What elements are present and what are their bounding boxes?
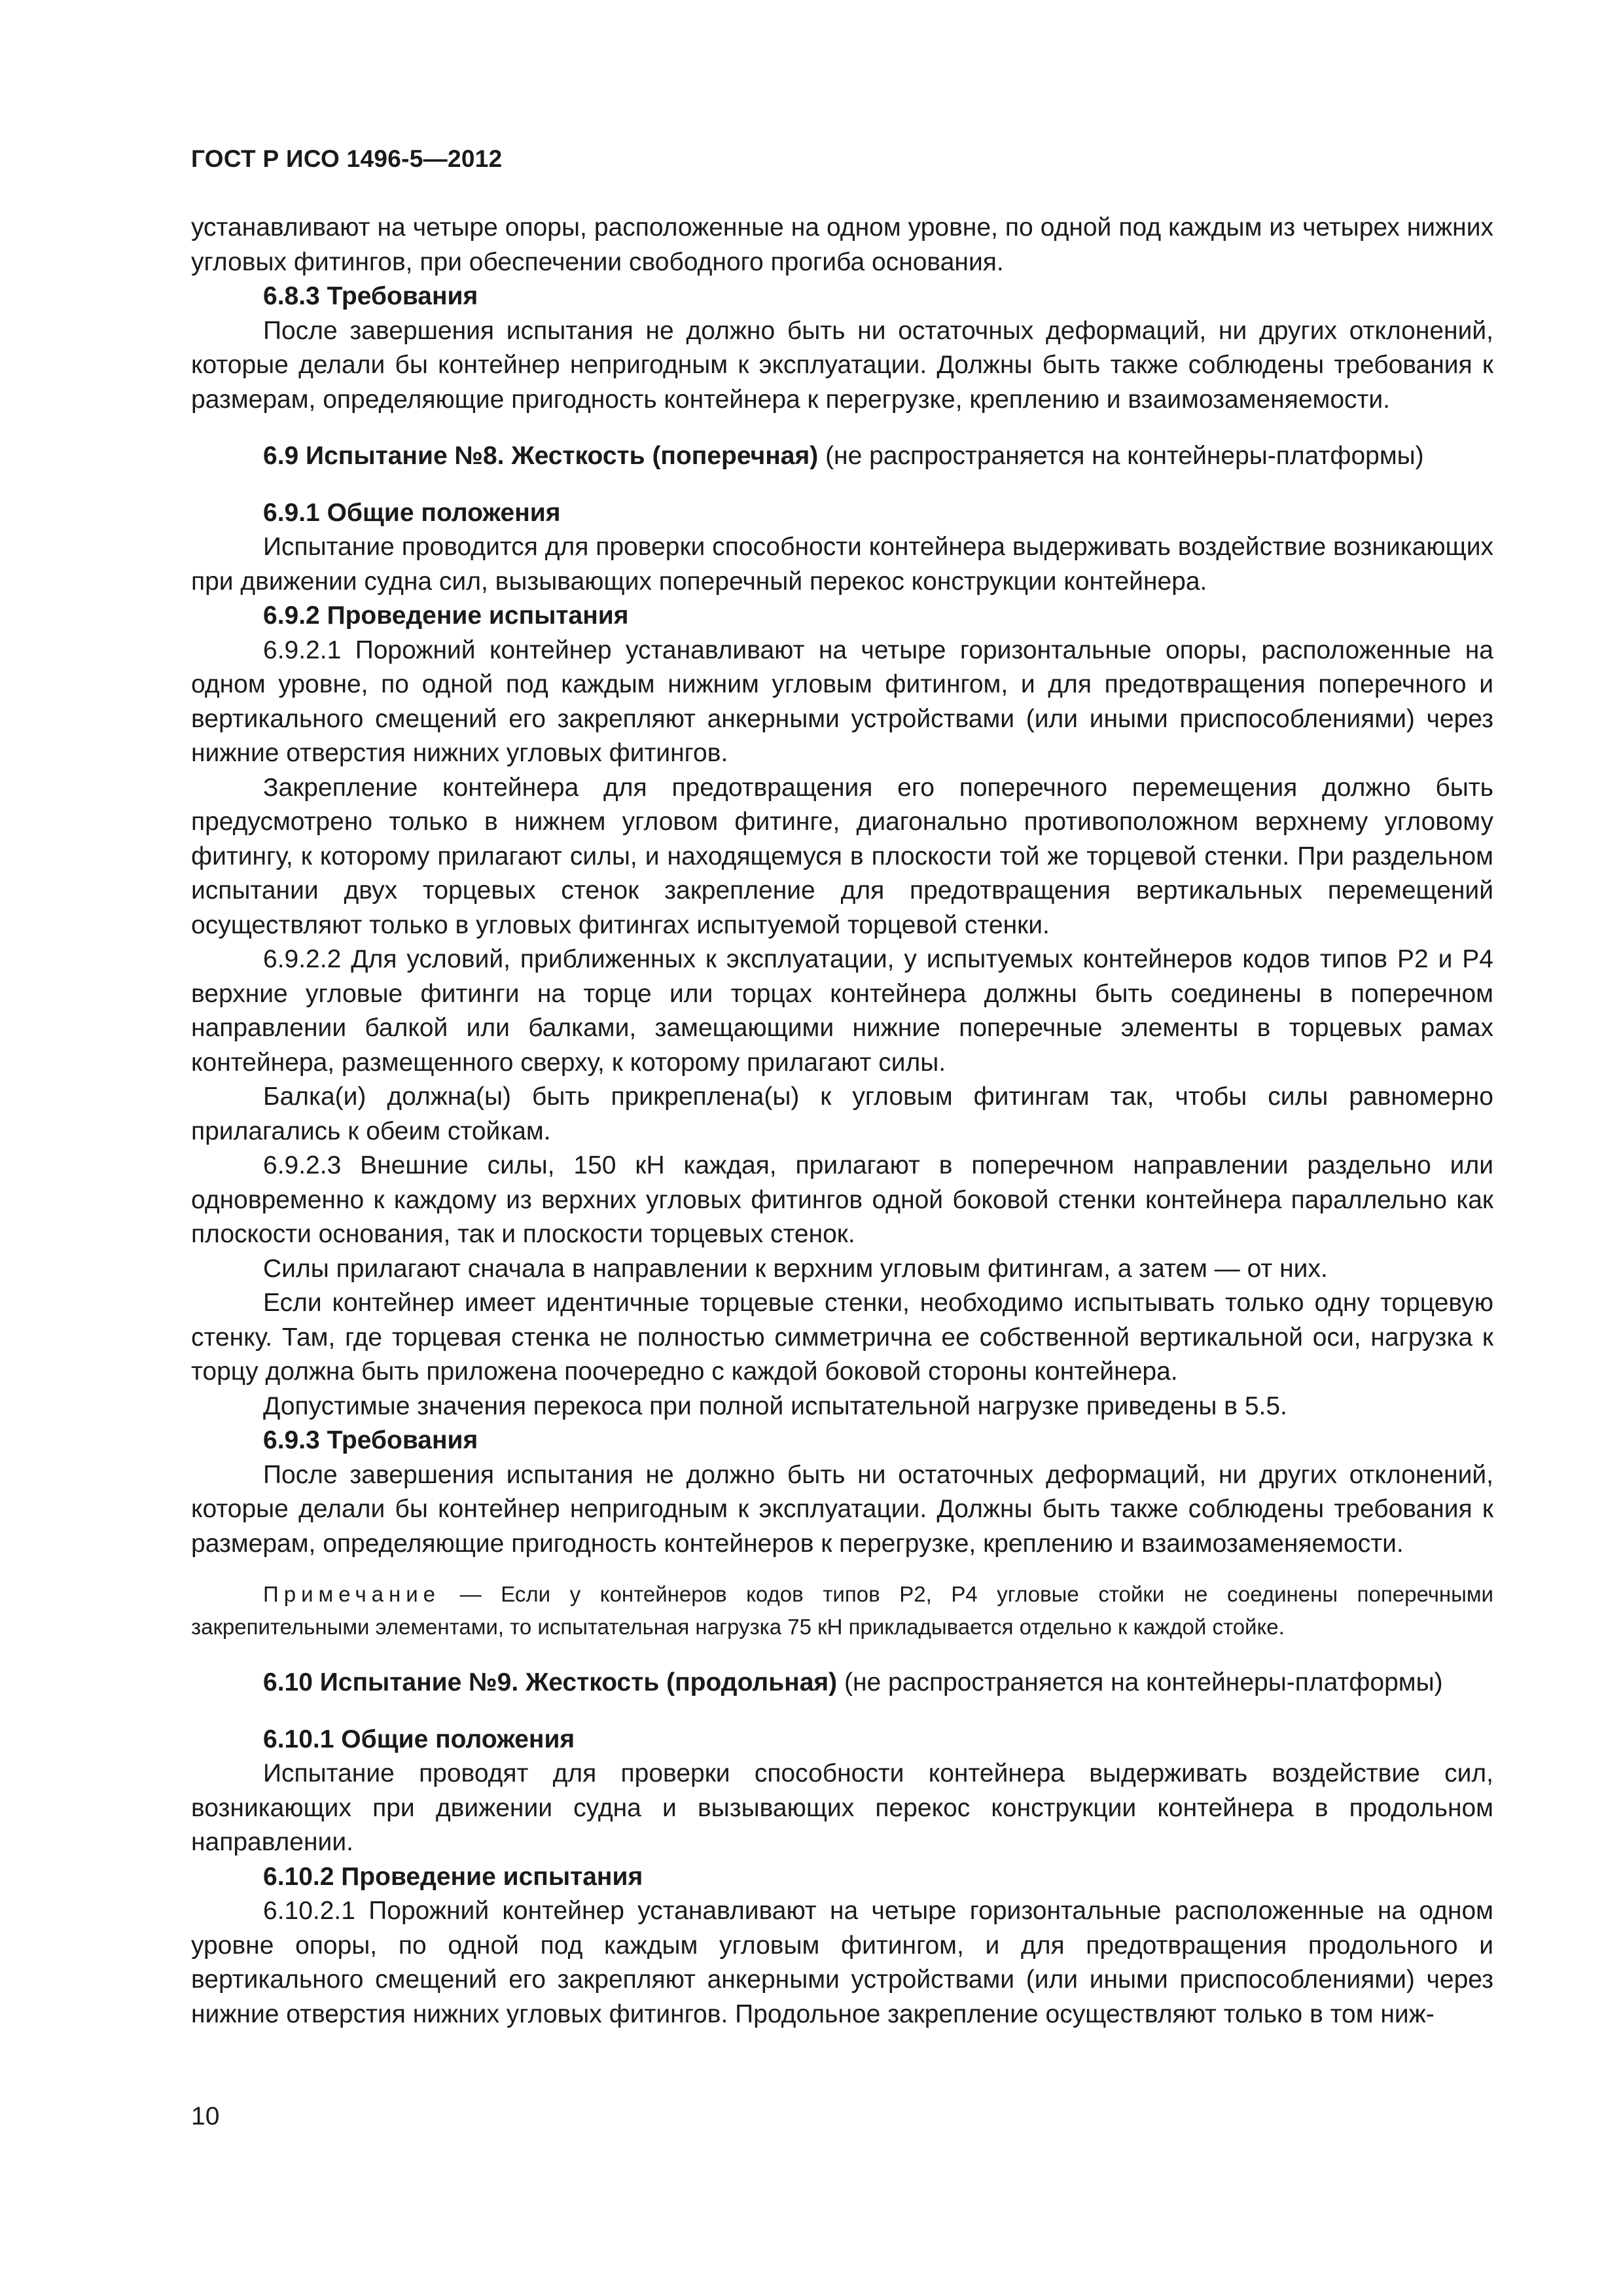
- subsection-heading: 6.10.2 Проведение испытания: [263, 1862, 643, 1891]
- subsection-heading: 6.9.3 Требования: [263, 1426, 478, 1454]
- note-label: Примечание: [263, 1582, 441, 1606]
- paragraph: 6.9.2.3 Внешние силы, 150 кН каждая, прилагают в поперечном направлении раздельно или одновременно к каждому из верхних угловых фитингов одной боковой стенки контейнера параллельно как плоскости основания, так и плоскости торцевых стенок.: [191, 1151, 1493, 1248]
- paragraph: 6.9.2.2 Для условий, приближенных к эксплуатации, у испытуемых контейнеров кодов типов P2 и P4 верхние угловые фитинги на торце или торцах контейнера должны быть соединены в поперечном направлении балкой или балками, замещающими нижние поперечные элементы в торцевых рамах контейнера, размещенного сверху, к которому прилагают силы.: [191, 945, 1493, 1077]
- document-body: [191, 211, 1493, 2032]
- section-title: 6.10 Испытание №9. Жесткость (продольная): [263, 1668, 838, 1696]
- section-heading-6-9: [191, 439, 1493, 474]
- note: [191, 1578, 1493, 1643]
- paragraph: 6.9.2.1 Порожний контейнер устанавливают на четыре горизонтальные опоры, расположенные на одном уровне, по одной под каждым нижним угловым фитингом, и для предотвращения поперечного и вертикального смещений его закрепляют анкерными устройствами (или иными приспособлениями) через нижние отверстия нижних угловых фитингов.: [191, 636, 1493, 767]
- paragraph: После завершения испытания не должно быть ни остаточных деформаций, ни других отклонений, которые делали бы контейнер непригодным к эксплуатации. Должны быть также соблюдены требования к размерам, определяющие пригодность контейнеров к перегрузке, креплению и взаимозаменяемости.: [191, 1460, 1493, 1558]
- paragraph: Балка(и) должна(ы) быть прикреплена(ы) к угловым фитингам так, чтобы силы равномерно прилагались к обеим стойкам.: [191, 1083, 1493, 1145]
- paragraph: Испытание проводят для проверки способности контейнера выдерживать воздействие сил, возникающих при движении судна и вызывающих перекос конструкции контейнера в продольном направлении.: [191, 1759, 1493, 1856]
- subsection-heading: 6.9.1 Общие положения: [263, 498, 561, 527]
- section-title-rest: (не распространяется на контейнеры-платформы): [818, 442, 1424, 470]
- section-title: 6.9 Испытание №8. Жесткость (поперечная): [263, 442, 819, 470]
- document-header: ГОСТ Р ИСО 1496-5—2012: [191, 145, 503, 172]
- section-title-rest: (не распространяется на контейнеры-платформы): [837, 1668, 1443, 1696]
- paragraph: Закрепление контейнера для предотвращения его поперечного перемещения должно быть предусмотрено только в нижнем угловом фитинге, диагонально противоположном верхнему угловому фитингу, к которому прилагают силы, и находящемуся в плоскости той же торцевой стенки. При раздельном испытании двух торцевых стенок закрепление для предотвращения вертикальных перемещений осуществляют только в угловых фитингах испытуемой торцевой стенки.: [191, 773, 1493, 939]
- paragraph: После завершения испытания не должно быть ни остаточных деформаций, ни других отклонений, которые делали бы контейнер непригодным к эксплуатации. Должны быть также соблюдены требования к размерам, определяющие пригодность контейнера к перегрузке, креплению и взаимозаменяемости.: [191, 316, 1493, 414]
- paragraph: 6.10.2.1 Порожний контейнер устанавливают на четыре горизонтальные расположенные на одном уровне опоры, по одной под каждым угловым фитингом, и для предотвращения продольного и вертикального смещений его закрепляют анкерными устройствами (или иными приспособлениями) через нижние отверстия нижних угловых фитингов. Продольное закрепление осуществляют только в том ниж-: [191, 1897, 1493, 2028]
- paragraph: устанавливают на четыре опоры, расположенные на одном уровне, по одной под каждым из четырех нижних угловых фитингов, при обеспечении свободного прогиба основания.: [191, 213, 1493, 276]
- subsection-heading: 6.9.2 Проведение испытания: [263, 601, 629, 630]
- note-text: — Если у контейнеров кодов типов P2, P4 угловые стойки не соединены поперечными закрепительными элементами, то испытательная нагрузка 75 кН прикладывается отдельно к каждой стойке.: [191, 1582, 1493, 1639]
- subsection-heading: 6.10.1 Общие положения: [263, 1725, 575, 1753]
- paragraph: Силы прилагают сначала в направлении к верхним угловым фитингам, а затем — от них.: [263, 1254, 1328, 1283]
- subsection-heading: 6.8.3 Требования: [263, 282, 478, 310]
- page-number: 10: [191, 2102, 220, 2130]
- section-heading-6-10: [191, 1666, 1493, 1700]
- paragraph: Если контейнер имеет идентичные торцевые стенки, необходимо испытывать только одну торцевую стенку. Там, где торцевая стенка не полностью симметрична ее собственной вертикальной оси, нагрузка к торцу должна быть приложена поочередно с каждой боковой стороны контейнера.: [191, 1289, 1493, 1386]
- paragraph: Испытание проводится для проверки способности контейнера выдерживать воздействие возникающих при движении судна сил, вызывающих поперечный перекос конструкции контейнера.: [191, 533, 1493, 596]
- paragraph: Допустимые значения перекоса при полной испытательной нагрузке приведены в 5.5.: [263, 1391, 1287, 1420]
